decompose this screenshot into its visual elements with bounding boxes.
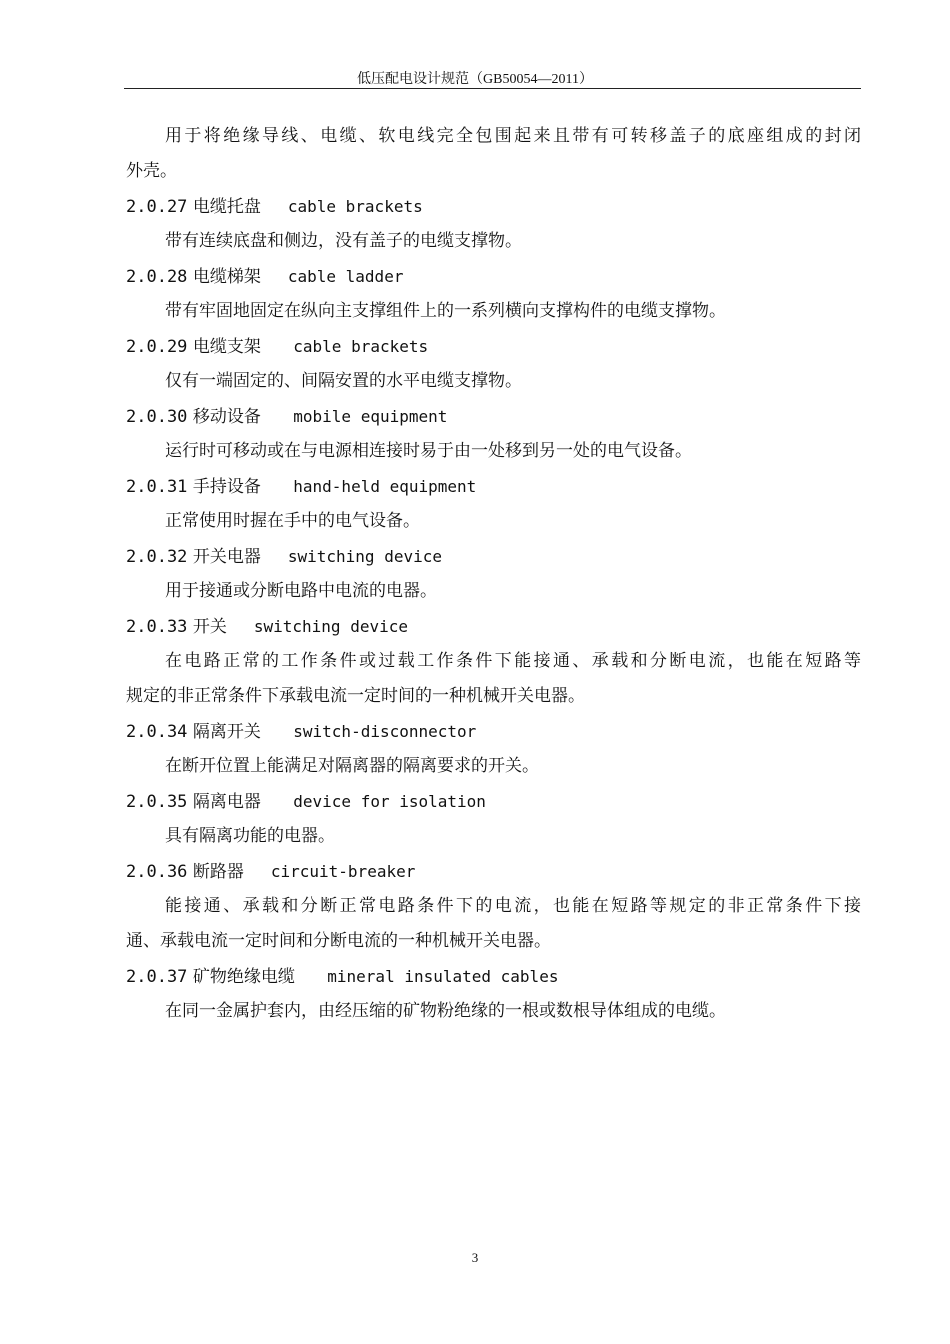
term-english: device for isolation: [293, 792, 486, 811]
term-gap: [261, 267, 288, 287]
term-gap: [261, 407, 293, 427]
term-number: 2.0.36: [126, 862, 188, 882]
running-header: 低压配电设计规范（GB50054—2011）: [357, 72, 593, 87]
term-english: hand-held equipment: [293, 477, 477, 496]
term-english: cable brackets: [287, 197, 423, 216]
term-heading: [126, 259, 861, 294]
term-number: 2.0.29: [126, 337, 188, 357]
term-chinese: 移动设备: [192, 407, 261, 427]
term-gap: [261, 337, 293, 357]
definition-line: 带有牢固地固定在纵向主支撑组件上的一系列横向支撑构件的电缆支撑物。: [165, 301, 726, 321]
term-heading: [126, 189, 861, 224]
term-chinese: 开关电器: [192, 547, 261, 567]
term-gap: [227, 617, 254, 637]
term-gap: [261, 477, 293, 497]
term-heading: [126, 714, 861, 749]
term-number: 2.0.27: [126, 197, 188, 217]
term-chinese: 矿物绝缘电缆: [192, 967, 295, 987]
definition-line: 仅有一端固定的、间隔安置的水平电缆支撑物。: [165, 371, 522, 391]
term-english: circuit-breaker: [270, 862, 416, 881]
definition-line: 能接通、承载和分断正常电路条件下的电流，也能在短路等规定的非正常条件下接: [165, 896, 861, 916]
definition-line: 用于接通或分断电路中电流的电器。: [165, 581, 437, 601]
definition-line: 在同一金属护套内，由经压缩的矿物粉绝缘的一根或数根导体组成的电缆。: [165, 1001, 726, 1021]
definition-line: 具有隔离功能的电器。: [165, 826, 335, 846]
term-english: switch-disconnector: [293, 722, 477, 741]
term-chinese: 电缆托盘: [192, 197, 261, 217]
definition-continuation: 外壳。: [126, 161, 177, 181]
term-number: 2.0.34: [126, 722, 188, 742]
term-number: 2.0.33: [126, 617, 188, 637]
term-heading: [126, 609, 861, 644]
term-english: switching device: [253, 617, 408, 636]
term-chinese: 手持设备: [192, 477, 261, 497]
definition-line: 正常使用时握在手中的电气设备。: [165, 511, 420, 531]
term-gap: [295, 967, 327, 987]
term-gap: [261, 197, 288, 217]
term-chinese: 隔离电器: [192, 792, 261, 812]
term-gap: [261, 547, 288, 567]
definition-continuation: 规定的非正常条件下承载电流一定时间的一种机械开关电器。: [126, 686, 585, 706]
term-number: 2.0.35: [126, 792, 188, 812]
term-heading: [126, 329, 861, 364]
document-body: [126, 119, 861, 1029]
term-gap: [261, 722, 293, 742]
term-heading: [126, 469, 861, 504]
page-number: 3: [471, 1250, 479, 1265]
term-number: 2.0.31: [126, 477, 188, 497]
term-heading: [126, 854, 861, 889]
term-number: 2.0.32: [126, 547, 188, 567]
term-heading: [126, 959, 861, 994]
term-chinese: 开关: [192, 617, 227, 637]
term-english: cable ladder: [287, 267, 404, 286]
term-chinese: 电缆梯架: [192, 267, 261, 287]
term-number: 2.0.28: [126, 267, 188, 287]
term-chinese: 断路器: [192, 862, 244, 882]
term-heading: [126, 539, 861, 574]
header-rule: [124, 88, 861, 89]
term-english: mobile equipment: [293, 407, 448, 426]
definition-line: 带有连续底盘和侧边，没有盖子的电缆支撑物。: [165, 231, 522, 251]
term-english: cable brackets: [293, 337, 429, 356]
definition-line: 在断开位置上能满足对隔离器的隔离要求的开关。: [165, 756, 539, 776]
definition-line: 运行时可移动或在与电源相连接时易于由一处移到另一处的电气设备。: [165, 441, 692, 461]
definition-line: 用于将绝缘导线、电缆、软电线完全包围起来且带有可转移盖子的底座组成的封闭: [165, 126, 861, 146]
term-number: 2.0.37: [126, 967, 188, 987]
term-english: mineral insulated cables: [327, 967, 559, 986]
term-heading: [126, 399, 861, 434]
term-gap: [244, 862, 271, 882]
term-gap: [261, 792, 293, 812]
definition-line: 在电路正常的工作条件或过载工作条件下能接通、承载和分断电流，也能在短路等: [165, 651, 861, 671]
term-chinese: 电缆支架: [192, 337, 261, 357]
definition-continuation: 通、承载电流一定时间和分断电流的一种机械开关电器。: [126, 931, 551, 951]
term-chinese: 隔离开关: [192, 722, 261, 742]
term-heading: [126, 784, 861, 819]
term-number: 2.0.30: [126, 407, 188, 427]
term-english: switching device: [287, 547, 442, 566]
